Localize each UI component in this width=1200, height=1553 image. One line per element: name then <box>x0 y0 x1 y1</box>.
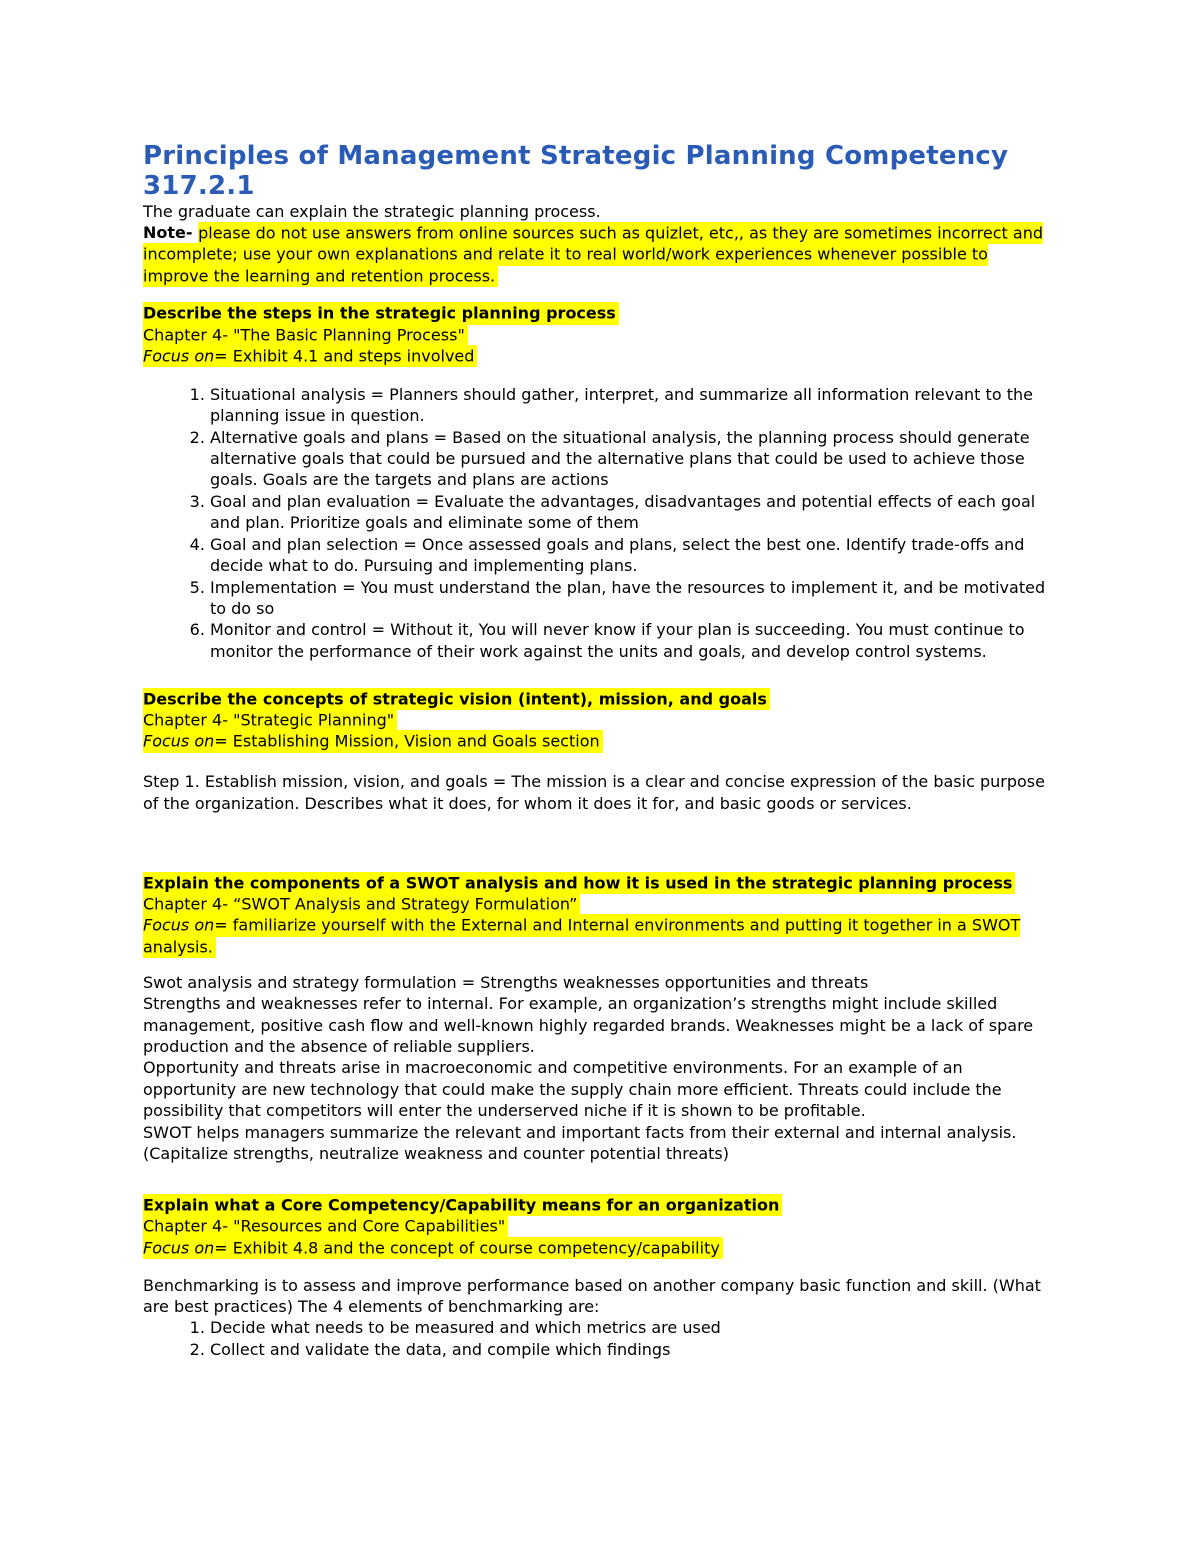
focus-label: Focus on <box>143 731 215 751</box>
focus-text: = familiarize yourself with the External and Internal environments and putting it together in a SWOT analysis. <box>143 915 1021 957</box>
chapter-line: Chapter 4- “SWOT Analysis and Strategy Formulation” <box>143 894 1057 915</box>
chapter-line: Chapter 4- "Strategic Planning" <box>143 710 1057 731</box>
list-item: 4. Goal and plan selection = Once assessed goals and plans, select the best one. Identify trade-offs and decide what to do. Pursuing and implementing plans. <box>210 534 1057 577</box>
chapter-line: Chapter 4- "Resources and Core Capabilities" <box>143 1216 1057 1237</box>
document-title: Principles of Management Strategic Planning Competency 317.2.1 <box>143 141 1009 201</box>
section-core-competency <box>143 1194 1057 1360</box>
paragraph: Step 1. Establish mission, vision, and goals = The mission is a clear and concise expression of the basic purpose of the organization. Describes what it does, for whom it does it for, and basic goods or services. <box>143 772 1045 813</box>
focus-text: = Establishing Mission, Vision and Goals section <box>214 731 600 751</box>
list-item: 2. Alternative goals and plans = Based on the situational analysis, the planning process should generate alternative goals that could be pursued and the alternative plans that could be used to achieve those goals. Goals are the targets and plans are actions <box>210 427 1057 491</box>
section-planning-steps <box>143 303 1057 663</box>
planning-steps-list <box>143 384 1057 662</box>
paragraph-line: Opportunity and threats arise in macroeconomic and competitive environments. For an example of an opportunity are new technology that could make the supply chain more efficient. Threats could include the possibility that competitors will enter the underserved niche if it is shown to be profitable. <box>143 1058 1002 1121</box>
note-label: Note- <box>143 223 199 243</box>
doc-subtitle: The graduate can explain the strategic planning process. <box>143 202 601 221</box>
focus-line <box>143 731 1057 752</box>
section-heading: Explain the components of a SWOT analysis and how it is used in the strategic planning process <box>143 872 1057 893</box>
paragraph-line: SWOT helps managers summarize the relevant and important facts from their external and internal analysis. (Capitalize strengths, neutralize weakness and counter potential threats) <box>143 1122 1017 1164</box>
section-swot-analysis <box>143 872 1057 1164</box>
focus-label: Focus on <box>143 346 215 366</box>
focus-text: = Exhibit 4.8 and the concept of course competency/capability <box>214 1238 720 1258</box>
benchmarking-list <box>143 1317 1057 1360</box>
focus-label: Focus on <box>143 915 215 935</box>
list-item: 2. Collect and validate the data, and compile which findings <box>210 1339 1057 1360</box>
list-item: 1. Situational analysis = Planners should gather, interpret, and summarize all information relevant to the planning issue in question. <box>210 384 1057 427</box>
swot-paragraphs <box>143 972 1057 1165</box>
chapter-line: Chapter 4- "The Basic Planning Process" <box>143 324 1057 345</box>
section-heading: Describe the concepts of strategic vision (intent), mission, and goals <box>143 688 1057 709</box>
section-heading: Explain what a Core Competency/Capability means for an organization <box>143 1194 1057 1215</box>
note-highlight: please do not use answers from online sources such as quizlet, etc,, as they are sometimes incorrect and incomplete; use your own explanations and relate it to real world/work experiences whenever possible to improve the learning and retention process. <box>143 223 1044 286</box>
focus-line <box>143 915 1057 958</box>
list-item: 5. Implementation = You must understand the plan, have the resources to implement it, and be motivated to do so <box>210 577 1057 620</box>
list-item: 6. Monitor and control = Without it, You will never know if your plan is succeeding. You must continue to monitor the performance of their work against the units and goals, and develop control systems. <box>210 619 1057 662</box>
list-item: 3. Goal and plan evaluation = Evaluate the advantages, disadvantages and potential effects of each goal and plan. Prioritize goals and eliminate some of them <box>210 491 1057 534</box>
focus-line <box>143 345 1057 366</box>
paragraph: Benchmarking is to assess and improve performance based on another company basic function and skill. (What are best practices) The 4 elements of benchmarking are: <box>143 1275 1041 1317</box>
list-item: 1. Decide what needs to be measured and which metrics are used <box>210 1317 1057 1338</box>
focus-text: = Exhibit 4.1 and steps involved <box>214 346 475 366</box>
focus-label: Focus on <box>143 1238 215 1258</box>
section-heading: Describe the steps in the strategic planning process <box>143 303 1057 324</box>
focus-line <box>143 1237 1057 1258</box>
paragraph-line: Swot analysis and strategy formulation = Strengths weaknesses opportunities and threats <box>143 972 869 992</box>
doc-note <box>143 222 1057 286</box>
paragraph-line: Strengths and weaknesses refer to internal. For example, an organization’s strengths might include skilled management, positive cash flow and well-known highly regarded brands. Weaknesses might be a lack of spare production and the absence of reliable suppliers. <box>143 994 1034 1056</box>
section-vision-mission-goals <box>143 688 1057 814</box>
